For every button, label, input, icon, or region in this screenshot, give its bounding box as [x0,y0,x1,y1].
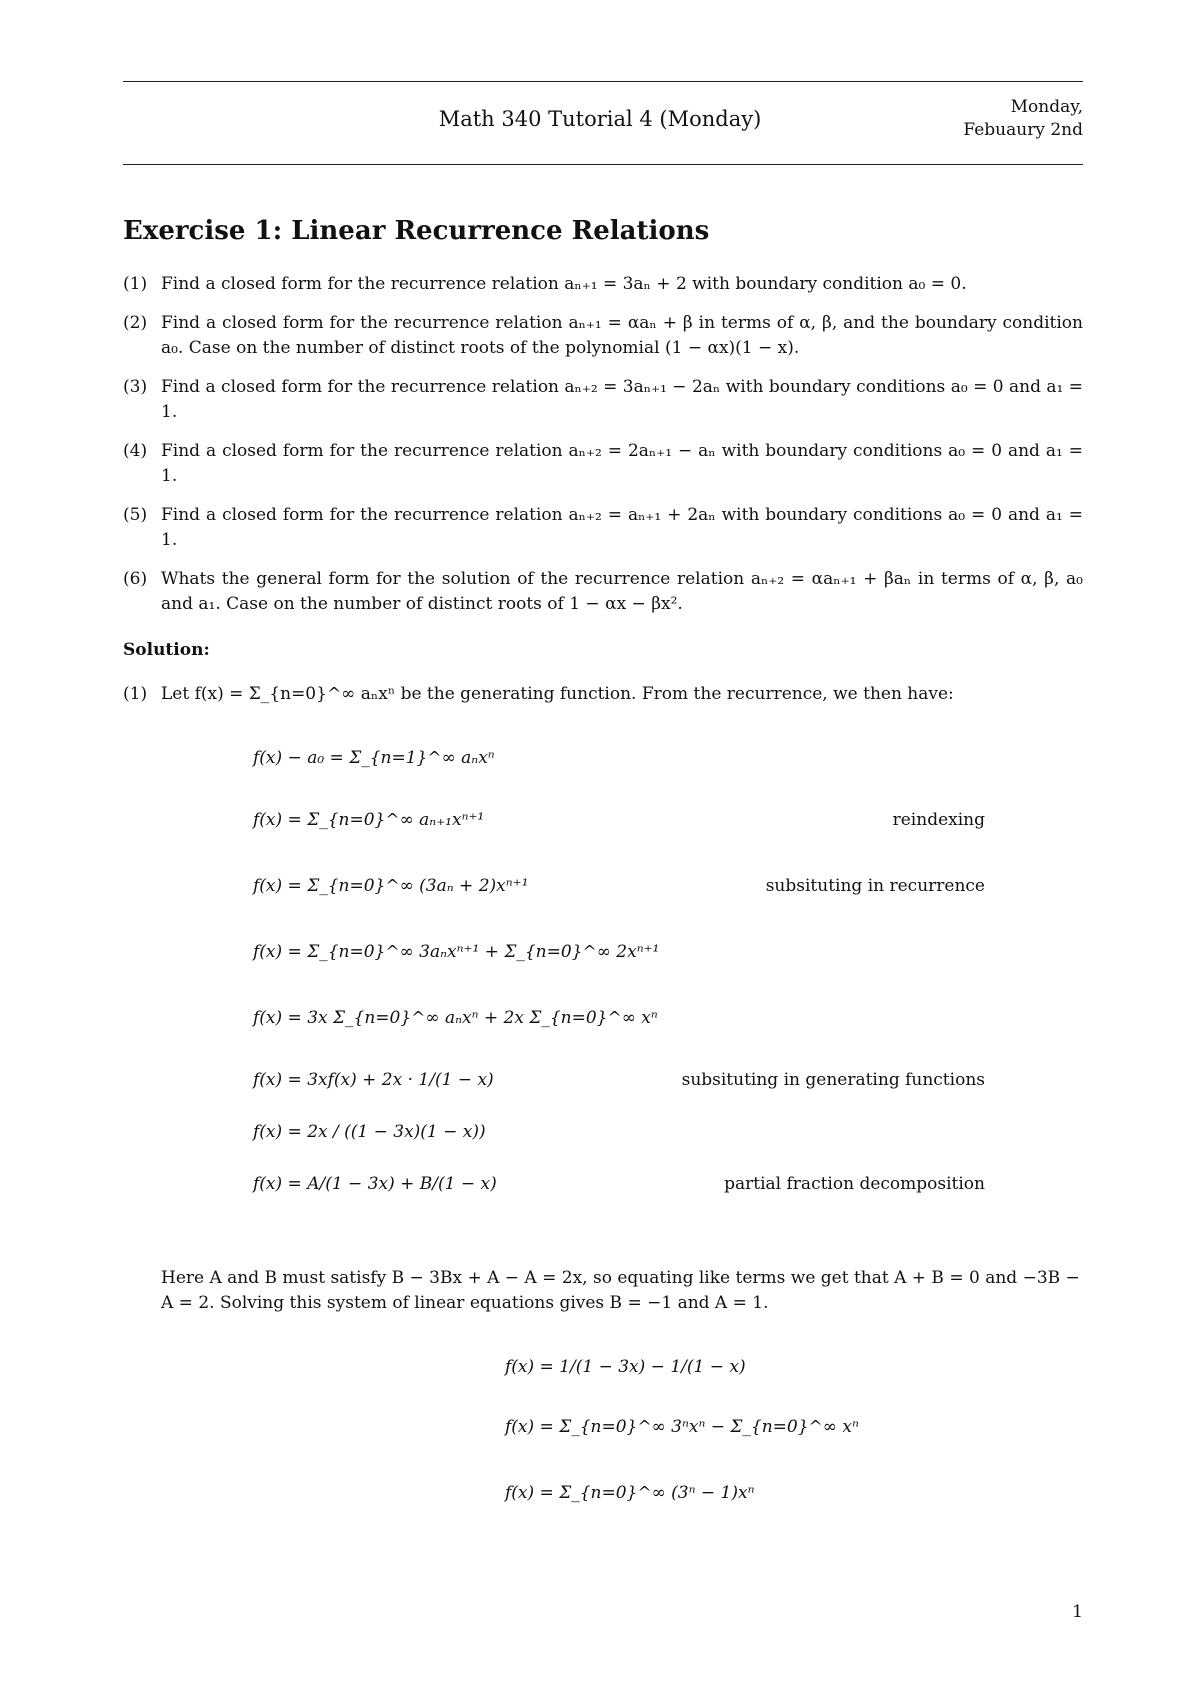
item-text: Find a closed form for the recurrence relation aₙ₊₁ = αaₙ + β in terms of α, β, and the boundary condition a₀. Case on the number of distinct roots of the polynomial (1 − αx)(1 − x). [161,313,1083,358]
derivation-block [123,730,1083,1230]
equation: f(x) = Σ_{n=0}^∞ aₙ₊₁xⁿ⁺¹ [253,810,485,830]
header-top-rule [123,81,1083,82]
equation-note: partial fraction decomposition [724,1174,985,1194]
exercise-item [123,375,1083,425]
equation: f(x) = Σ_{n=0}^∞ (3aₙ + 2)xⁿ⁺¹ [253,876,529,896]
exercise-item [123,503,1083,553]
solution-paragraph: Here A and B must satisfy B − 3Bx + A − A = 2x, so equating like terms we get that A + B = 0 and −3B − A = 2. Solving this system of linear equations gives B = −1 and A = 1. [161,1268,1080,1313]
equation: f(x) = 3x Σ_{n=0}^∞ aₙxⁿ + 2x Σ_{n=0}^∞ xⁿ [253,1008,658,1028]
exercise-item [123,272,1083,297]
item-text: Whats the general form for the solution of the recurrence relation aₙ₊₂ = αaₙ₊₁ + βaₙ in terms of α, β, a₀ and a₁. Case on the number of distinct roots of 1 − αx − βx². [161,569,1083,614]
equation-note: subsituting in recurrence [765,876,985,896]
item-text: Find a closed form for the recurrence relation aₙ₊₂ = aₙ₊₁ + 2aₙ with boundary conditions a₀ = 0 and a₁ = 1. [161,505,1083,550]
item-number: (5) [123,505,148,525]
equation: f(x) = 3xf(x) + 2x · 1/(1 − x) [253,1070,494,1090]
header-bottom-rule [123,164,1083,165]
equation: f(x) = 2x / ((1 − 3x)(1 − x)) [253,1122,486,1142]
final-equation: f(x) = 1/(1 − 3x) − 1/(1 − x) [505,1357,746,1377]
item-number: (6) [123,569,148,589]
item-number: (4) [123,441,148,461]
equation: f(x) − a₀ = Σ_{n=1}^∞ aₙxⁿ [253,748,495,768]
item-text: Find a closed form for the recurrence relation aₙ₊₂ = 2aₙ₊₁ − aₙ with boundary conditions a₀ = 0 and a₁ = 1. [161,441,1083,486]
exercise-item [123,311,1083,361]
item-text: Find a closed form for the recurrence relation aₙ₊₂ = 3aₙ₊₁ − 2aₙ with boundary conditions a₀ = 0 and a₁ = 1. [161,377,1083,422]
item-text: Find a closed form for the recurrence relation aₙ₊₁ = 3aₙ + 2 with boundary condition a₀ = 0. [161,274,967,294]
header-date-line2: Febuaury 2nd [963,120,1083,140]
solution-label: Solution: [123,640,210,660]
page-number: 1 [1072,1602,1083,1622]
equation: f(x) = A/(1 − 3x) + B/(1 − x) [253,1174,497,1194]
header-date [963,96,1083,142]
exercise-item [123,439,1083,489]
item-number: (1) [123,274,148,294]
header-date-line1: Monday, [1010,97,1083,117]
equation: f(x) = Σ_{n=0}^∞ 3aₙxⁿ⁺¹ + Σ_{n=0}^∞ 2xⁿ⁺¹ [253,942,660,962]
exercise-list [123,272,1083,631]
equation-note: subsituting in generating functions [681,1070,985,1090]
item-number: (2) [123,313,148,333]
exercise-item [123,567,1083,617]
equation-note: reindexing [892,810,985,830]
final-equation: f(x) = Σ_{n=0}^∞ 3ⁿxⁿ − Σ_{n=0}^∞ xⁿ [505,1417,859,1437]
solution-item [123,684,954,704]
header-title: Math 340 Tutorial 4 (Monday) [438,107,762,131]
final-equation: f(x) = Σ_{n=0}^∞ (3ⁿ − 1)xⁿ [505,1483,755,1503]
item-number: (3) [123,377,148,397]
exercise-title: Exercise 1: Linear Recurrence Relations [123,216,710,246]
solution-item-text: Let f(x) = Σ_{n=0}^∞ aₙxⁿ be the generating function. From the recurrence, we then have: [161,684,954,704]
solution-item-number: (1) [123,684,148,704]
